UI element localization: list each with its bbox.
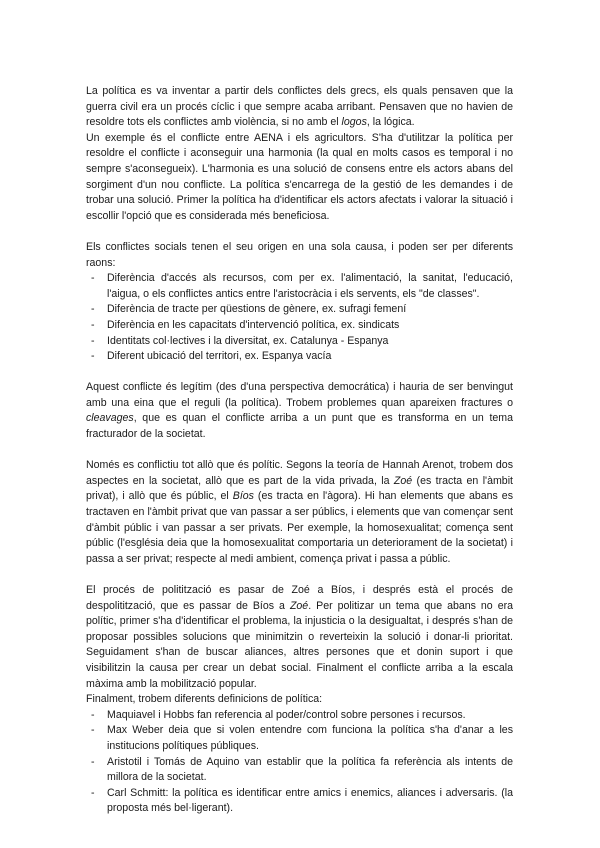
paragraph-legitimacy-text: Aquest conflicte és legítim (des d'una perspectiva democrática) i hauria de ser benvingut amb una eina que el reguli (la política). Trobem problemes quan apareixen fractures o [86, 381, 513, 409]
paragraph-legitimacy-tail: , que es quan el conflicte arriba a un punt que es transforma en un tema fracturador de la societat. [86, 412, 513, 441]
conflict-reasons-list [86, 271, 513, 365]
list-item: - Diferència en les capacitats d'intervenció política, ex. sindicats [86, 318, 513, 334]
document-body [86, 84, 513, 817]
list-item: - Diferent ubicació del territori, ex. Espanya vacía [86, 349, 513, 365]
list-item: - Carl Schmitt: la política es identificar entre amics i enemics, aliances i adversaris. (la proposta més bel·ligerant). [86, 786, 513, 817]
definitions-list [86, 708, 513, 817]
paragraph-arendt-tail: (es tracta en l'àgora). Hi han elements que abans es tractaven en l'àmbit privat que van passar a ser públics, i elements que van començar sent d'àmbit públic i van passar a ser privats. Per exemple, la homosexualitat; comença sent públic (l'església deia que la homosexualitat comportaria un deteriorament de la societat) i passa a ser privat; respecte al medi ambient, comença privat i passa a públic. [86, 490, 513, 565]
paragraph-social-conflicts: Els conflictes socials tenen el seu origen en una sola causa, i poden ser per diferents raons: [86, 240, 513, 269]
emphasis-logos: logos [341, 116, 367, 129]
paragraph-example: Un exemple és el conflicte entre AENA i els agricultors. S'ha d'utilitzar la política per resoldre el conflicte i aconseguir una harmonia (la qual en molts casos es temporal i no sempre s'aconsegueix). L'harmonia es una solució de consens entre els actors abans del sorgiment d'un nou conflicte. La política s'encarrega de la gestió de les demandes i de trobar una solució. Primer la política ha d'identificar els actors afectats i valorar la situació i escollir l'opció que es considerada més beneficiosa. [86, 131, 513, 222]
paragraph-politicization-text: El procés de politització es pasar de Zoé a Bíos, i després està el procés de despolitització, que es passar de Bíos a [86, 584, 513, 612]
paragraph-origin [86, 84, 513, 131]
list-item: - Diferència d'accés als recursos, com per ex. l'alimentació, la sanitat, l'educació, l'aigua, o els conflictes antics entre l'aristocràcia i els servents, els "de classes". [86, 271, 513, 302]
list-item: - Identitats col·lectives i la diversitat, ex. Catalunya - Espanya [86, 334, 513, 350]
emphasis-bios: Bíos [232, 490, 254, 503]
emphasis-zoe: Zoé [393, 474, 413, 487]
paragraph-origin-text: La política es va inventar a partir dels conflictes dels grecs, els quals pensaven que la guerra civil era un procés cíclic i que sempre acaba arribant. Pensaven que no havien de resoldre tots els conflictes amb violència, si no amb el [86, 85, 513, 129]
paragraph-legitimacy [86, 380, 513, 442]
paragraph-arendt-text: Només es conflictiu tot allò que és polític. Segons la teoría de Hannah Arenot, trobem dos aspectes en la societat, allò que es part de la vida privada, la [86, 459, 513, 487]
paragraph-arendt [86, 458, 513, 567]
emphasis-zoe-2: Zoé [289, 599, 309, 612]
list-item: - Aristotil i Tomás de Aquino van establir que la política fa referència als intents de millora de la societat. [86, 755, 513, 786]
list-item: - Maquiavel i Hobbs fan referencia al poder/control sobre persones i recursos. [86, 708, 513, 724]
paragraph-arendt-mid: (es tracta en l'àmbit privat), i allò que és públic, el [86, 474, 513, 503]
paragraph-origin-tail: , la lógica. [366, 116, 415, 129]
paragraph-definitions-intro: Finalment, trobem diferents definicions de política: [86, 693, 323, 706]
list-item: - Max Weber deia que si volen entendre com funciona la política s'ha d'anar a les institucions polítiques públiques. [86, 723, 513, 754]
paragraph-politicization [86, 583, 513, 692]
list-item: - Diferència de tracte per qüestions de gènere, ex. sufragi femení [86, 302, 513, 318]
emphasis-cleavages: cleavages [86, 412, 134, 425]
paragraph-politicization-tail: . Per politizar un tema que abans no era polític, primer s'ha d'identificar el problema, la injusticia o la desigualtat, i després s'han de proposar possibles solucions que minimitzin o reverteixin la solució i donar-li prioritat. Seguidament s'han de buscar aliances, altres persones que et donin suport i que visibilitzin la causa per crear un debat social. Finalment el conflicte arriba a la escala màxima amb la mobilització popular. [86, 599, 514, 690]
